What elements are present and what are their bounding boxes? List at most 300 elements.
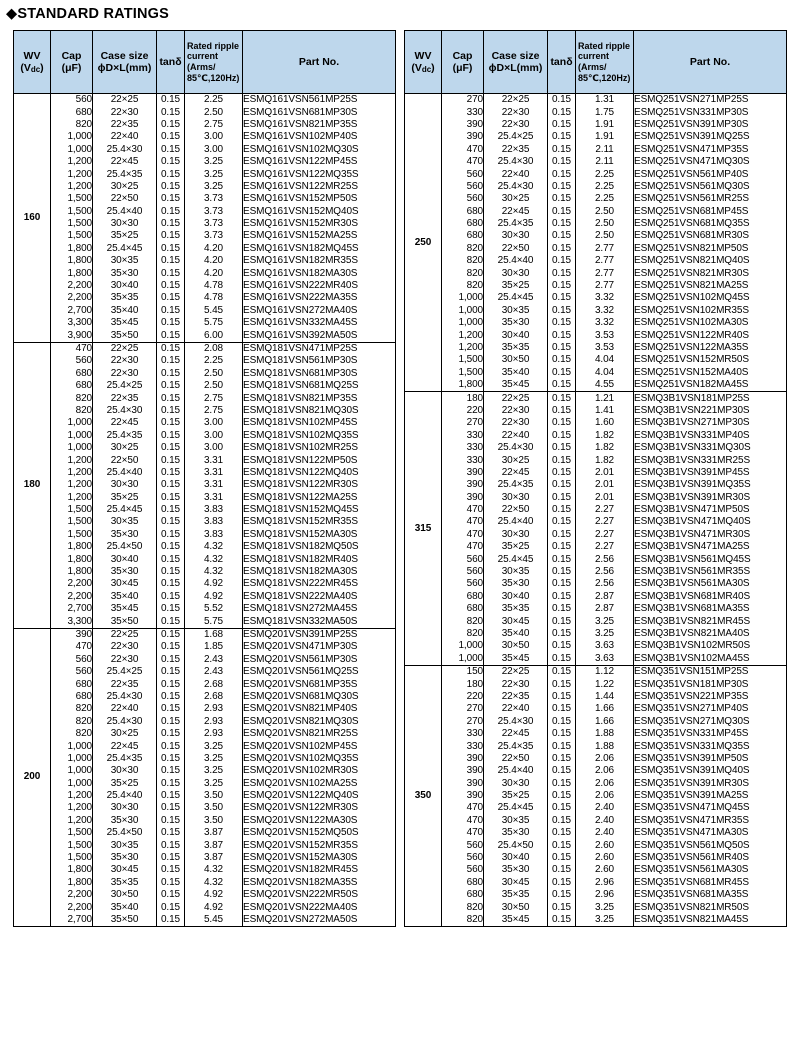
case-size-cell: 30×25 [93, 442, 157, 454]
ripple-current-cell: 1.82 [576, 454, 634, 466]
ripple-current-cell: 2.56 [576, 553, 634, 565]
case-size-cell: 30×25 [93, 728, 157, 740]
cap-cell: 1,200 [51, 181, 93, 193]
case-size-cell: 35×50 [93, 615, 157, 628]
cap-cell: 220 [442, 691, 484, 703]
ripple-current-cell: 1.21 [576, 392, 634, 405]
table-row [14, 417, 396, 429]
ripple-current-cell: 5.45 [185, 305, 243, 317]
part-no-cell: ESMQ201VSN561MQ25S [243, 666, 396, 678]
table-row [14, 106, 396, 118]
tan-delta-cell: 0.15 [548, 716, 576, 728]
part-no-cell: ESMQ181VSN182MQ50S [243, 541, 396, 553]
cap-cell: 560 [442, 852, 484, 864]
ripple-current-cell: 3.25 [576, 914, 634, 927]
case-size-cell: 35×35 [93, 292, 157, 304]
case-size-cell: 25.4×25 [93, 380, 157, 392]
tan-delta-cell: 0.15 [548, 329, 576, 341]
tan-delta-cell: 0.15 [157, 827, 185, 839]
part-no-cell: ESMQ161VSN392MA50S [243, 329, 396, 342]
tan-delta-cell: 0.15 [157, 654, 185, 666]
cap-cell: 390 [442, 492, 484, 504]
ripple-current-cell: 2.27 [576, 516, 634, 528]
cap-cell: 330 [442, 430, 484, 442]
part-no-cell: ESMQ3B1VSN102MR50S [634, 640, 787, 652]
table-row [405, 454, 787, 466]
tan-delta-cell: 0.15 [157, 852, 185, 864]
case-size-cell: 25.4×45 [484, 553, 548, 565]
tan-delta-cell: 0.15 [548, 914, 576, 927]
cap-cell: 390 [442, 777, 484, 789]
cap-cell: 2,200 [51, 292, 93, 304]
case-size-cell: 35×30 [93, 815, 157, 827]
part-no-cell: ESMQ351VSN391MQ40S [634, 765, 787, 777]
part-no-cell: ESMQ3B1VSN471MA25S [634, 541, 787, 553]
table-row [405, 628, 787, 640]
tan-delta-cell: 0.15 [157, 255, 185, 267]
case-size-cell: 30×25 [484, 454, 548, 466]
case-size-cell: 22×30 [93, 355, 157, 367]
tan-delta-cell: 0.15 [157, 193, 185, 205]
table-row [14, 877, 396, 889]
table-row [14, 119, 396, 131]
cap-cell: 680 [51, 106, 93, 118]
case-size-cell: 22×40 [484, 168, 548, 180]
cap-cell: 470 [51, 641, 93, 653]
part-no-cell: ESMQ351VSN561MQ50S [634, 839, 787, 851]
part-no-cell: ESMQ181VSN561MP30S [243, 355, 396, 367]
ripple-current-cell: 2.50 [185, 106, 243, 118]
case-size-cell: 35×40 [484, 367, 548, 379]
tan-delta-cell: 0.15 [548, 703, 576, 715]
cap-cell: 1,000 [51, 753, 93, 765]
part-no-cell: ESMQ351VSN181MP30S [634, 678, 787, 690]
ripple-current-cell: 3.31 [185, 454, 243, 466]
table-row [14, 839, 396, 851]
table-row [14, 131, 396, 143]
table-row [14, 181, 396, 193]
cap-cell: 2,200 [51, 578, 93, 590]
part-no-cell: ESMQ161VSN561MP25S [243, 94, 396, 107]
tan-delta-cell: 0.15 [548, 430, 576, 442]
part-no-cell: ESMQ351VSN561MA30S [634, 864, 787, 876]
cap-cell: 1,500 [51, 504, 93, 516]
ripple-current-cell: 5.45 [185, 914, 243, 927]
cap-cell: 1,800 [51, 566, 93, 578]
case-size-cell: 30×35 [93, 516, 157, 528]
cap-cell: 680 [442, 591, 484, 603]
case-size-cell: 35×30 [93, 267, 157, 279]
table-row [14, 492, 396, 504]
tan-delta-cell: 0.15 [548, 131, 576, 143]
table-row [14, 740, 396, 752]
cap-cell: 1,800 [51, 553, 93, 565]
cap-cell: 390 [442, 753, 484, 765]
ripple-current-cell: 3.32 [576, 292, 634, 304]
case-size-cell: 35×45 [93, 317, 157, 329]
table-row [14, 815, 396, 827]
case-size-cell: 25.4×35 [93, 168, 157, 180]
part-no-cell: ESMQ3B1VSN821MA40S [634, 628, 787, 640]
cap-cell: 3,300 [51, 615, 93, 628]
cap-cell: 820 [442, 615, 484, 627]
ripple-current-cell: 2.50 [576, 230, 634, 242]
part-no-cell: ESMQ3B1VSN102MA45S [634, 653, 787, 666]
ripple-current-cell: 4.32 [185, 553, 243, 565]
cap-cell: 560 [51, 654, 93, 666]
tan-delta-cell: 0.15 [157, 230, 185, 242]
ripple-current-cell: 1.60 [576, 417, 634, 429]
tan-delta-cell: 0.15 [548, 193, 576, 205]
cap-cell: 820 [442, 914, 484, 927]
table-row [14, 368, 396, 380]
ripple-current-cell: 3.83 [185, 516, 243, 528]
tan-delta-cell: 0.15 [157, 753, 185, 765]
table-row [405, 181, 787, 193]
cap-cell: 560 [442, 168, 484, 180]
tan-delta-cell: 0.15 [157, 529, 185, 541]
case-size-cell: 25.4×30 [484, 442, 548, 454]
wv-group-cell: 180 [14, 342, 51, 628]
table-row [14, 94, 396, 107]
table-row [14, 541, 396, 553]
ripple-current-cell: 2.93 [185, 728, 243, 740]
cap-cell: 2,200 [51, 901, 93, 913]
part-no-cell: ESMQ3B1VSN681MA35S [634, 603, 787, 615]
cap-header: Cap (μF) [442, 31, 484, 94]
tan-delta-cell: 0.15 [157, 280, 185, 292]
table-row [14, 144, 396, 156]
case-size-cell: 35×25 [93, 492, 157, 504]
tan-delta-cell: 0.15 [157, 355, 185, 367]
case-size-cell: 30×30 [484, 267, 548, 279]
case-size-cell: 30×30 [93, 479, 157, 491]
part-no-cell: ESMQ351VSN391MA25S [634, 790, 787, 802]
cap-cell: 680 [51, 678, 93, 690]
part-no-cell: ESMQ251VSN391MQ25S [634, 131, 787, 143]
part-no-cell: ESMQ3B1VSN561MA30S [634, 578, 787, 590]
cap-cell: 1,500 [51, 827, 93, 839]
cap-cell: 2,700 [51, 914, 93, 927]
ripple-current-cell: 2.68 [185, 691, 243, 703]
case-size-cell: 25.4×45 [484, 292, 548, 304]
part-no-cell: ESMQ351VSN151MP25S [634, 665, 787, 678]
cap-cell: 820 [442, 267, 484, 279]
ripple-current-cell: 3.31 [185, 479, 243, 491]
part-no-cell: ESMQ201VSN152MQ50S [243, 827, 396, 839]
part-no-cell: ESMQ161VSN272MA40S [243, 305, 396, 317]
case-size-cell: 25.4×45 [93, 243, 157, 255]
table-row [14, 504, 396, 516]
cap-cell: 1,800 [51, 243, 93, 255]
ripple-current-cell: 2.40 [576, 827, 634, 839]
ripple-current-cell: 2.60 [576, 852, 634, 864]
table-row [405, 292, 787, 304]
case-size-cell: 30×40 [93, 553, 157, 565]
table-row [405, 131, 787, 143]
case-size-cell: 22×45 [93, 740, 157, 752]
cap-cell: 680 [51, 380, 93, 392]
case-size-cell: 25.4×30 [93, 716, 157, 728]
table-row [405, 479, 787, 491]
part-no-cell: ESMQ351VSN681MR45S [634, 877, 787, 889]
cap-cell: 680 [442, 877, 484, 889]
case-size-cell: 25.4×35 [484, 218, 548, 230]
tan-delta-cell: 0.15 [157, 243, 185, 255]
ripple-current-cell: 2.25 [576, 181, 634, 193]
tan-delta-cell: 0.15 [548, 392, 576, 405]
table-row [405, 815, 787, 827]
case-size-cell: 30×50 [484, 640, 548, 652]
part-no-cell: ESMQ201VSN102MP45S [243, 740, 396, 752]
table-row [405, 753, 787, 765]
part-no-cell: ESMQ161VSN102MP40S [243, 131, 396, 143]
case-size-cell: 22×40 [484, 703, 548, 715]
part-no-cell: ESMQ201VSN272MA50S [243, 914, 396, 927]
cap-cell: 560 [442, 578, 484, 590]
part-no-cell: ESMQ3B1VSN681MR40S [634, 591, 787, 603]
tan-delta-cell: 0.15 [157, 144, 185, 156]
part-no-cell: ESMQ181VSN681MQ25S [243, 380, 396, 392]
tan-delta-cell: 0.15 [157, 541, 185, 553]
table-row [14, 329, 396, 342]
ripple-current-cell: 3.25 [185, 753, 243, 765]
ripple-current-cell: 3.00 [185, 144, 243, 156]
cap-cell: 330 [442, 740, 484, 752]
part-no-cell: ESMQ201VSN182MR45S [243, 864, 396, 876]
ripple-current-cell: 3.25 [576, 628, 634, 640]
cap-cell: 1,200 [51, 156, 93, 168]
case-size-cell: 25.4×40 [93, 790, 157, 802]
table-row [14, 380, 396, 392]
cap-cell: 820 [51, 392, 93, 404]
tan-delta-cell: 0.15 [157, 405, 185, 417]
table-row [405, 777, 787, 789]
part-no-cell: ESMQ251VSN681MP45S [634, 206, 787, 218]
part-no-cell: ESMQ351VSN391MR30S [634, 777, 787, 789]
wv-group-cell: 250 [405, 94, 442, 392]
table-row [14, 553, 396, 565]
part-no-cell: ESMQ181VSN102MR25S [243, 442, 396, 454]
cap-cell: 470 [442, 802, 484, 814]
tan-delta-cell: 0.15 [157, 901, 185, 913]
case-size-header: Case size ϕD×L(mm) [484, 31, 548, 94]
tan-delta-cell: 0.15 [157, 777, 185, 789]
cap-cell: 1,800 [51, 267, 93, 279]
cap-cell: 560 [51, 355, 93, 367]
tan-delta-cell: 0.15 [157, 329, 185, 342]
cap-cell: 1,800 [51, 255, 93, 267]
part-no-cell: ESMQ181VSN152MA30S [243, 529, 396, 541]
case-size-cell: 35×35 [484, 603, 548, 615]
table-row [14, 753, 396, 765]
case-size-cell: 35×30 [93, 566, 157, 578]
part-no-cell: ESMQ201VSN821MQ30S [243, 716, 396, 728]
ripple-current-cell: 2.93 [185, 703, 243, 715]
part-no-cell: ESMQ161VSN122MR25S [243, 181, 396, 193]
case-size-cell: 22×30 [93, 368, 157, 380]
tan-delta-cell: 0.15 [157, 467, 185, 479]
cap-cell: 1,500 [51, 852, 93, 864]
case-size-cell: 35×30 [484, 864, 548, 876]
case-size-cell: 35×25 [484, 541, 548, 553]
ripple-current-cell: 2.60 [576, 839, 634, 851]
table-row [405, 442, 787, 454]
table-row [405, 852, 787, 864]
tan-delta-cell: 0.15 [157, 765, 185, 777]
table-row [14, 168, 396, 180]
case-size-cell: 25.4×35 [484, 479, 548, 491]
tan-delta-cell: 0.15 [548, 889, 576, 901]
case-size-cell: 35×25 [93, 230, 157, 242]
case-size-cell: 22×40 [93, 703, 157, 715]
cap-cell: 1,000 [442, 640, 484, 652]
part-no-cell: ESMQ351VSN221MP35S [634, 691, 787, 703]
part-no-cell: ESMQ351VSN271MP40S [634, 703, 787, 715]
ripple-current-cell: 1.88 [576, 728, 634, 740]
table-row [405, 640, 787, 652]
table-row [405, 230, 787, 242]
table-row [405, 901, 787, 913]
wv-group-cell: 315 [405, 392, 442, 666]
case-size-cell: 30×40 [484, 329, 548, 341]
cap-cell: 3,300 [51, 317, 93, 329]
cap-cell: 270 [442, 417, 484, 429]
tan-delta-cell: 0.15 [548, 230, 576, 242]
ratings-table-right [404, 30, 787, 927]
case-size-cell: 25.4×40 [484, 255, 548, 267]
case-size-cell: 22×30 [484, 119, 548, 131]
ratings-body-left [14, 94, 396, 927]
part-no-cell: ESMQ201VSN152MR35S [243, 839, 396, 851]
case-size-cell: 30×45 [93, 578, 157, 590]
table-row [14, 566, 396, 578]
table-row [14, 267, 396, 279]
ripple-current-cell: 3.63 [576, 640, 634, 652]
tan-delta-cell: 0.15 [548, 603, 576, 615]
tan-delta-cell: 0.15 [548, 852, 576, 864]
tan-delta-cell: 0.15 [157, 479, 185, 491]
section-title: ◆STANDARD RATINGS [6, 6, 170, 22]
case-size-cell: 22×50 [484, 243, 548, 255]
case-size-cell: 25.4×30 [93, 144, 157, 156]
ripple-current-cell: 2.75 [185, 119, 243, 131]
cap-cell: 470 [442, 504, 484, 516]
part-no-header: Part No. [634, 31, 787, 94]
tan-delta-cell: 0.15 [157, 615, 185, 628]
case-size-cell: 30×30 [484, 777, 548, 789]
tan-delta-cell: 0.15 [157, 368, 185, 380]
table-row [14, 914, 396, 927]
table-row [405, 354, 787, 366]
case-size-cell: 22×45 [484, 206, 548, 218]
cap-cell: 2,700 [51, 305, 93, 317]
tan-delta-cell: 0.15 [157, 417, 185, 429]
tan-delta-cell: 0.15 [548, 728, 576, 740]
part-no-cell: ESMQ3B1VSN391MR30S [634, 492, 787, 504]
table-row [14, 206, 396, 218]
tan-delta-cell: 0.15 [157, 380, 185, 392]
case-size-cell: 30×45 [93, 864, 157, 876]
part-no-cell: ESMQ351VSN471MQ45S [634, 802, 787, 814]
tan-delta-cell: 0.15 [548, 640, 576, 652]
case-size-cell: 25.4×45 [93, 504, 157, 516]
tan-delta-cell: 0.15 [157, 342, 185, 355]
case-size-cell: 30×35 [93, 839, 157, 851]
wv-header: WV $(V_{dc})$ [14, 31, 51, 94]
part-no-cell: ESMQ181VSN152MQ45S [243, 504, 396, 516]
ripple-current-cell: 3.25 [185, 777, 243, 789]
tan-delta-cell: 0.15 [157, 914, 185, 927]
table-row [14, 230, 396, 242]
case-size-cell: 22×30 [484, 106, 548, 118]
ripple-current-cell: 3.50 [185, 815, 243, 827]
tan-delta-cell: 0.15 [157, 516, 185, 528]
tan-delta-cell: 0.15 [157, 703, 185, 715]
cap-cell: 1,000 [51, 144, 93, 156]
cap-cell: 2,200 [51, 280, 93, 292]
part-no-cell: ESMQ181VSN821MQ30S [243, 405, 396, 417]
tan-delta-cell: 0.15 [157, 553, 185, 565]
tan-delta-cell: 0.15 [548, 740, 576, 752]
tan-delta-cell: 0.15 [157, 305, 185, 317]
case-size-header: Case size ϕD×L(mm) [93, 31, 157, 94]
tan-delta-cell: 0.15 [548, 479, 576, 491]
ripple-current-cell: 3.73 [185, 206, 243, 218]
ripple-current-cell: 3.00 [185, 131, 243, 143]
part-no-cell: ESMQ3B1VSN271MP30S [634, 417, 787, 429]
ripple-current-cell: 4.78 [185, 280, 243, 292]
case-size-cell: 35×40 [93, 305, 157, 317]
tan-delta-cell: 0.15 [548, 753, 576, 765]
part-no-cell: ESMQ3B1VSN821MR45S [634, 615, 787, 627]
part-no-cell: ESMQ201VSN152MA30S [243, 852, 396, 864]
cap-cell: 560 [51, 666, 93, 678]
table-row [14, 716, 396, 728]
part-no-cell: ESMQ201VSN122MQ40S [243, 790, 396, 802]
table-row [14, 777, 396, 789]
table-row [14, 603, 396, 615]
part-no-cell: ESMQ251VSN152MR50S [634, 354, 787, 366]
part-no-cell: ESMQ161VSN122MP45S [243, 156, 396, 168]
ripple-current-cell: 2.50 [185, 380, 243, 392]
table-row [14, 691, 396, 703]
table-row [405, 864, 787, 876]
tan-delta-cell: 0.15 [548, 802, 576, 814]
cap-cell: 390 [442, 467, 484, 479]
table-row [405, 553, 787, 565]
part-no-cell: ESMQ201VSN821MR25S [243, 728, 396, 740]
table-row [14, 529, 396, 541]
cap-cell: 1,500 [51, 839, 93, 851]
table-row [14, 218, 396, 230]
part-no-cell: ESMQ181VSN122MR30S [243, 479, 396, 491]
table-row [14, 628, 396, 641]
table-row [405, 516, 787, 528]
ripple-current-cell: 3.25 [185, 156, 243, 168]
ripple-current-cell: 2.06 [576, 777, 634, 789]
part-no-cell: ESMQ181VSN182MA30S [243, 566, 396, 578]
cap-cell: 390 [442, 479, 484, 491]
part-no-cell: ESMQ3B1VSN471MP50S [634, 504, 787, 516]
ripple-current-cell: 2.01 [576, 479, 634, 491]
case-size-cell: 35×35 [484, 889, 548, 901]
part-no-cell: ESMQ251VSN122MA35S [634, 342, 787, 354]
tan-delta-cell: 0.15 [548, 442, 576, 454]
table-row [405, 94, 787, 107]
cap-cell: 820 [51, 405, 93, 417]
case-size-cell: 30×35 [484, 566, 548, 578]
